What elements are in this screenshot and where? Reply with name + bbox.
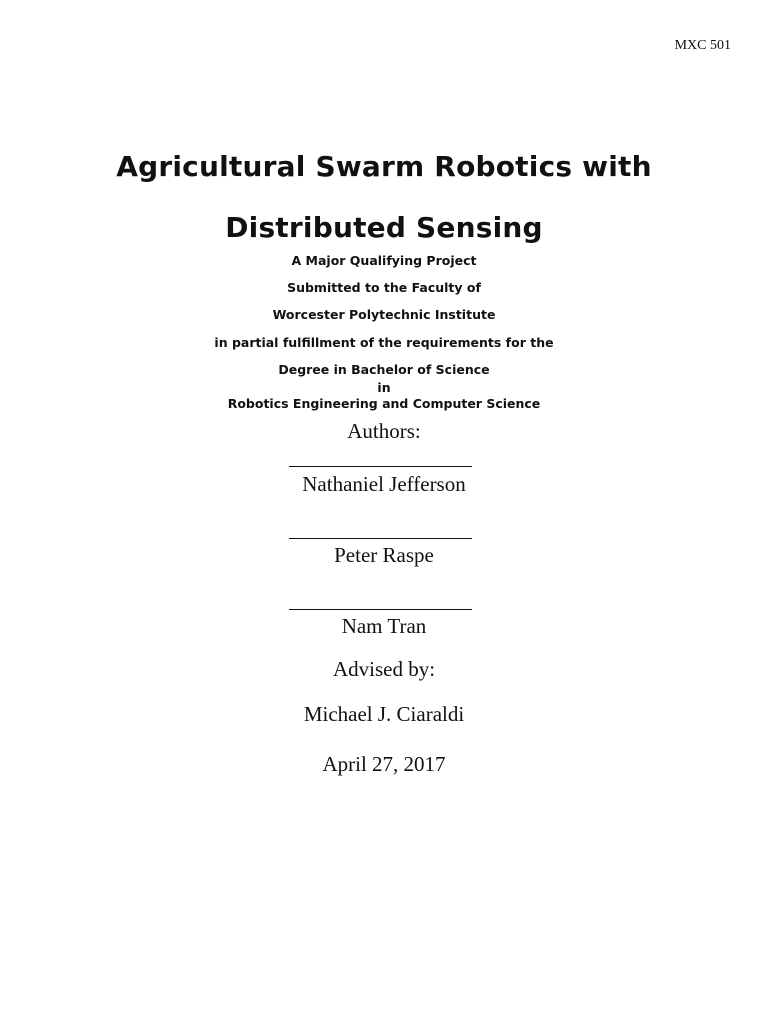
author-name: Nathaniel Jefferson — [302, 472, 466, 496]
author-name: Nam Tran — [341, 614, 427, 638]
course-code: MXC 501 — [674, 38, 731, 53]
subtitle-line: in — [377, 380, 391, 395]
date: April 27, 2017 — [322, 752, 446, 776]
subtitle-line: A Major Qualifying Project — [291, 253, 477, 268]
signature-line — [289, 538, 472, 539]
advisor-name: Michael J. Ciaraldi — [303, 702, 465, 726]
signature-line — [289, 609, 472, 610]
title-line-1: Agricultural Swarm Robotics with — [116, 150, 652, 183]
subtitle-line: Robotics Engineering and Computer Science — [227, 396, 541, 411]
subtitle-line: Submitted to the Faculty of — [287, 280, 481, 295]
authors-heading: Authors: — [347, 419, 421, 443]
signature-line — [289, 466, 472, 467]
advisor-heading: Advised by: — [332, 657, 436, 681]
author-name: Peter Raspe — [334, 543, 434, 567]
subtitle-line: in partial fulfillment of the requirements for the — [214, 335, 554, 350]
subtitle-line: Worcester Polytechnic Institute — [272, 307, 496, 322]
subtitle-line: Degree in Bachelor of Science — [278, 362, 490, 377]
title-line-2: Distributed Sensing — [225, 211, 543, 244]
